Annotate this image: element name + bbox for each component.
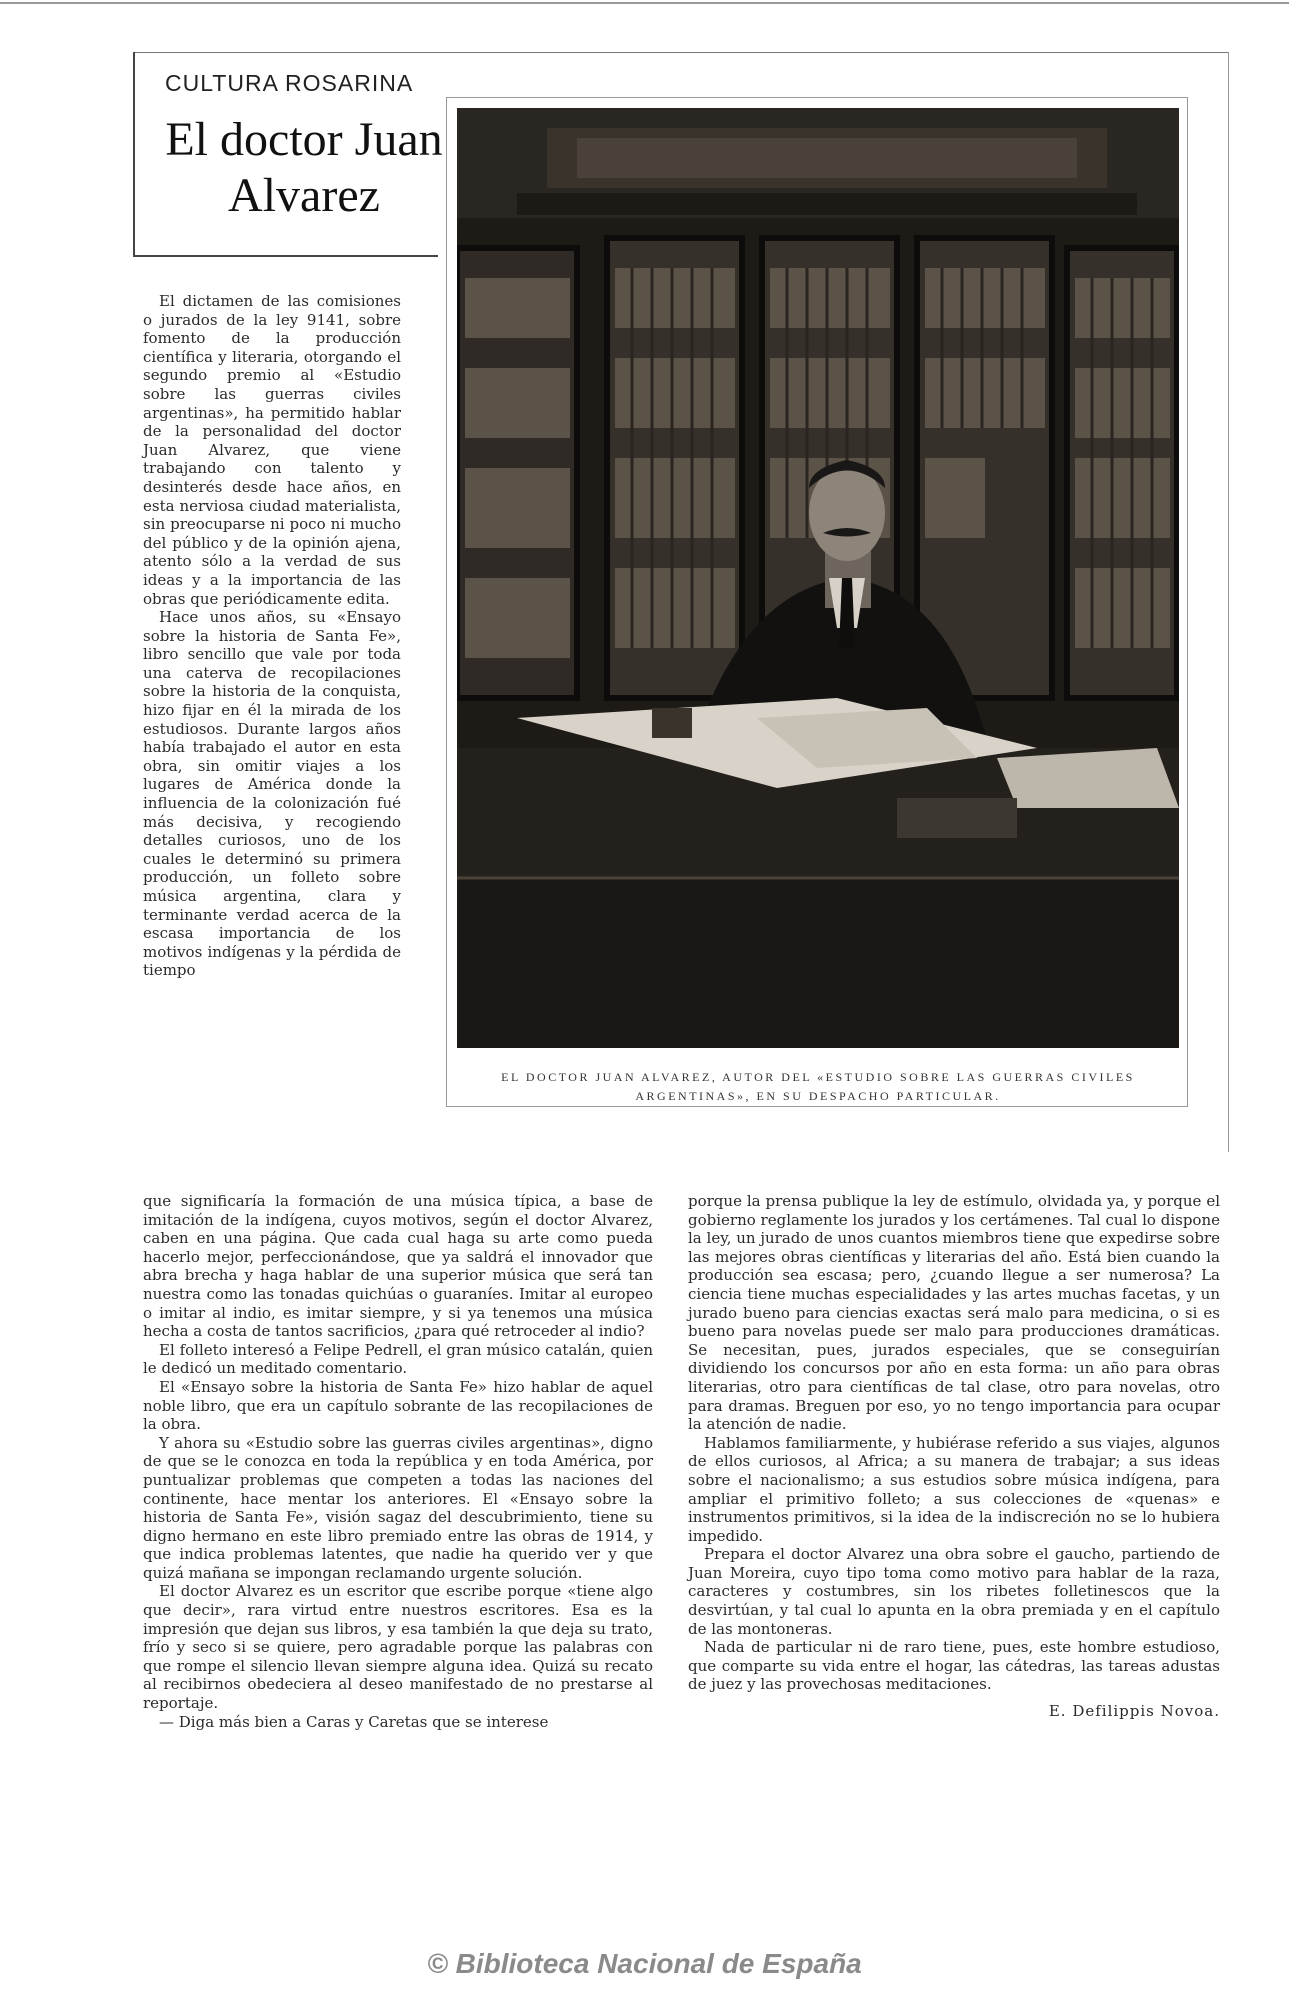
photo-frame	[446, 97, 1188, 1107]
library-credit: © Biblioteca Nacional de España	[427, 1948, 862, 1979]
paragraph: — Diga más bien a Caras y Caretas que se interese	[159, 1712, 549, 1731]
paragraph: Hace unos años, su «Ensayo sobre la historia de Santa Fe», libro sencillo que vale por toda una caterva de recopilaciones sobre la historia de la conquista, hizo fijar en él la mirada de los estudiosos. Durante largos años había trabajado el autor en esta obra, sin omitir viajes a los lugares de América donde la influencia de la colonización fué más decisiva, y recogiendo detalles curiosos, uno de los cuales le determinó su primera producción, un folleto sobre música argentina, clara y terminante verdad acerca de la escasa importancia de los motivos indígenas y la pérdida de tiempo	[143, 608, 401, 980]
portrait-photo	[457, 108, 1179, 1048]
paragraph: que significaría la formación de una música típica, a base de imitación de la indígena, cuyos motivos, según el doctor Alvarez, caben en una página. Que cada cual haga su arte como pueda hacerlo mejor, perfeccionándose, que ya saldrá el innovador que abra brecha y haga hablar de una superior música que será tan nuestra como las tonadas quichúas o guaraníes. Imitar al europeo o imitar al indio, es imitar siempre, y si ya tenemos una música hecha a costa de tantos sacrificios, ¿para qué retroceder al indio?	[143, 1192, 653, 1341]
paragraph: Hablamos familiarmente, y hubiérase referido a sus viajes, algunos de ellos curiosos, al Africa; a su manera de trabajar; a sus ideas sobre el nacionalismo; a sus estudios sobre música indígena, para ampliar el primitivo folleto; a sus colecciones de «quenas» e instrumentos primitivos, si la idea de la indiscreción no se lo hubiera impedido.	[688, 1433, 1220, 1545]
magazine-page	[133, 52, 1229, 1967]
paragraph: El doctor Alvarez es un escritor que escribe porque «tiene algo que decir», rara virtud entre nuestros escritores. Esa es la impresión que dejan sus libros, y esa también la que deja su trato, frío y seco si se quiere, pero agradable porque las palabras con que rompe el silencio llevan siempre alguna idea. Quizá su recato al recibirnos obedeciera al deseo manifestado de no prestarse al reportaje.	[143, 1582, 653, 1713]
top-rule	[0, 2, 1289, 4]
page-border-right	[1228, 52, 1229, 1152]
section-label: CULTURA ROSARINA	[165, 70, 414, 96]
paragraph: Prepara el doctor Alvarez una obra sobre el gaucho, partiendo de Juan Moreira, cuyo tipo toma como motivo para hablar de la raza, caracteres y costumbres, sin los ribetes folletinescos que la desvirtúan, y tal cual lo apunta en la obra premiada y en el capítulo de las montoneras.	[688, 1545, 1220, 1638]
paragraph: El folleto interesó a Felipe Pedrell, el gran músico catalán, quien le dedicó un meditado comentario.	[143, 1340, 653, 1378]
title-box	[133, 52, 443, 257]
paragraph: El dictamen de las comisiones o jurados de la ley 9141, sobre fomento de la producción científica y literaria, otorgando el segundo premio al «Estudio sobre las guerras civiles argentinas», ha permitido hablar de la personalidad del doctor Juan Alvarez, que viene trabajando con talento y desinterés desde hace años, en esta nerviosa ciudad materialista, sin preocuparse ni poco ni mucho del público y de la opinión ajena, atento sólo a la verdad de sus ideas y a la importancia de las obras que periódicamente edita.	[143, 292, 401, 608]
portrait-photo-illustration	[457, 108, 1179, 1048]
paragraph: El «Ensayo sobre la historia de Santa Fe» hizo hablar de aquel noble libro, que era un capítulo sobrante de las recopilaciones de la obra.	[143, 1377, 653, 1434]
author-signature: E. Defilippis Novoa.	[1048, 1702, 1220, 1721]
article-title: El doctor Juan Alvarez	[165, 113, 443, 222]
photo-caption: EL DOCTOR JUAN ALVAREZ, AUTOR DEL «ESTUDIO SOBRE LAS GUERRAS CIVILES ARGENTINAS», EN SU DESPACHO PARTICULAR.	[501, 1070, 1135, 1103]
paragraph: Y ahora su «Estudio sobre las guerras civiles argentinas», digno de que se le conozca en toda la república y en toda América, por puntualizar problemas que competen a todas las naciones del continente, hace mentar los anteriores. El «Ensayo sobre la historia de Santa Fe», visión sagaz del descubrimiento, tiene su digno hermano en este libro premiado entre las obras de 1914, y que indica problemas latentes, que nadie ha querido ver y que quizá mañana se impongan reclamando urgente solución.	[143, 1433, 653, 1582]
paragraph: Nada de particular ni de raro tiene, pues, este hombre estudioso, que comparte su vida entre el hogar, las cátedras, las tareas adustas de juez y las provechosas meditaciones.	[688, 1638, 1220, 1694]
paragraph: porque la prensa publique la ley de estímulo, olvidada ya, y porque el gobierno reglamente los jurados y los certámenes. Tal cual lo dispone la ley, un jurado de unos cuantos miembros tiene que expedirse sobre las mejores obras científicas y literarias del año. Está bien cuando la producción sea escasa; pero, ¿cuando llegue a ser numerosa? La ciencia tiene muchas especialidades y las artes muchas facetas, y un jurado bueno para ciencias exactas será malo para medicina, o si es bueno para novelas puede ser malo para producciones dramáticas. Se necesitan, pues, jurados especiales, que se conseguirían dividiendo los concursos por año en esta forma: un año para obras literarias, otro para científicas de tal clase, otro para novelas, otro para dramas. Breguen por eso, yo no tengo importancia para ocupar la atención de nadie.	[688, 1192, 1220, 1434]
article-column-left	[143, 1192, 653, 1731]
article-column-narrow	[143, 292, 401, 980]
article-column-right	[688, 1192, 1220, 1721]
